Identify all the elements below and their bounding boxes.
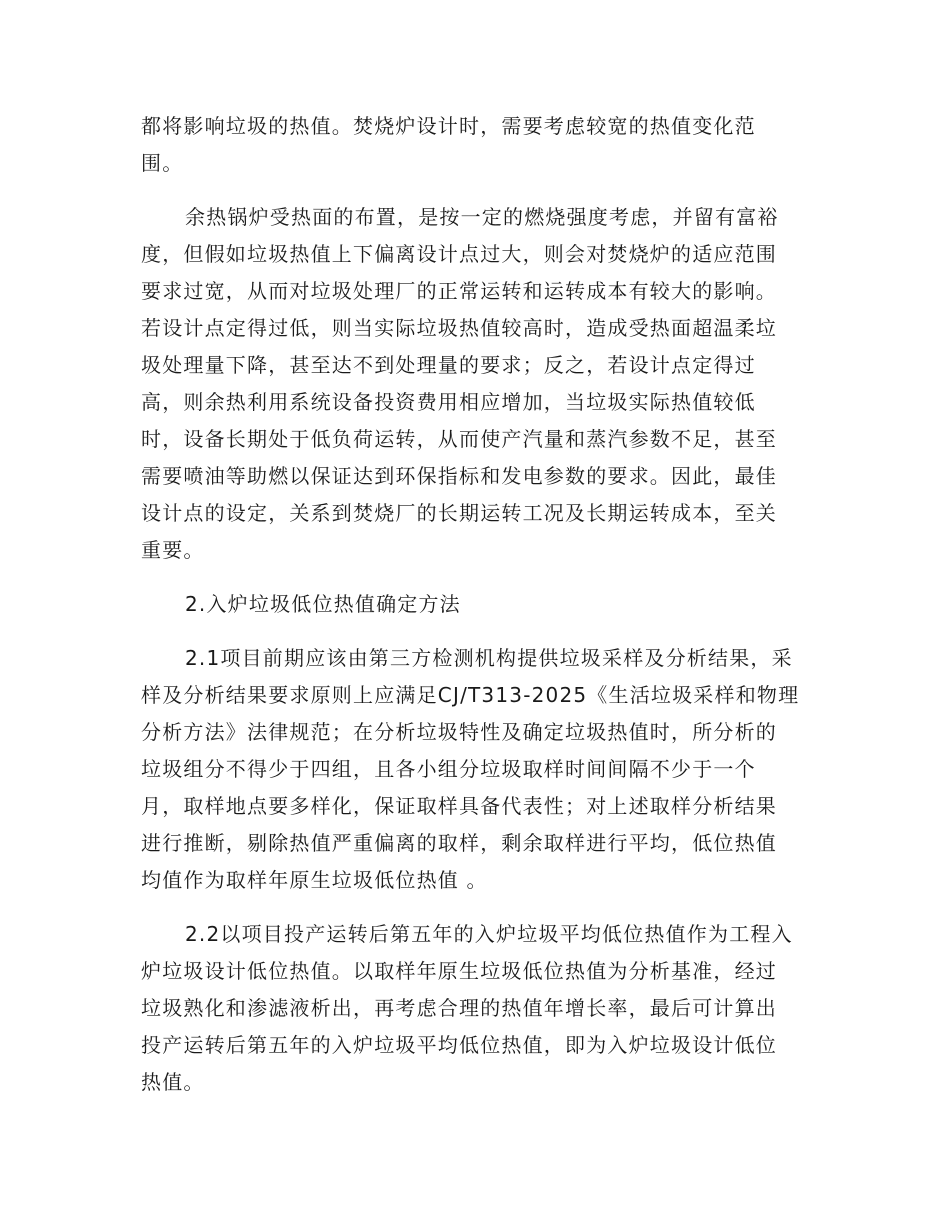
text-line: 分析方法》法律规范；在分析垃圾特性及确定垃圾热值时，所分析的 bbox=[141, 720, 777, 744]
text-line: 进行推断，剔除热值严重偏离的取样，剩余取样进行平均，低位热值 bbox=[141, 831, 777, 855]
text-line: 度，但假如垃圾热值上下偏离设计点过大，则会对焚烧炉的适应范围 bbox=[141, 242, 777, 266]
text-line: 样及分析结果要求原则上应满足CJ/T313-2025《生活垃圾采样和物理 bbox=[141, 683, 800, 707]
text-line: 需要喷油等助燃以保证达到环保指标和发电参数的要求。因此，最佳 bbox=[141, 464, 777, 488]
text-line: 高，则余热利用系统设备投资费用相应增加，当垃圾实际热值较低 bbox=[141, 390, 756, 414]
text-line: 围。 bbox=[141, 151, 184, 175]
text-line: 投产运转后第五年的入炉垃圾平均低位热值，即为入炉垃圾设计低位 bbox=[141, 1033, 777, 1057]
text-line: 垃圾组分不得少于四组，且各小组分垃圾取样时间间隔不少于一个 bbox=[141, 757, 756, 781]
text-line: 设计点的设定，关系到焚烧厂的长期运转工况及长期运转成本，至关 bbox=[141, 501, 777, 525]
text-line: 要求过宽，从而对垃圾处理厂的正常运转和运转成本有较大的影响。 bbox=[141, 279, 777, 303]
text-line: 余热锅炉受热面的布置，是按一定的燃烧强度考虑，并留有富裕 bbox=[185, 205, 779, 229]
text-line: 2.2以项目投产运转后第五年的入炉垃圾平均低位热值作为工程入 bbox=[185, 922, 793, 946]
text-line: 若设计点定得过低，则当实际垃圾热值较高时，造成受热面超温柔垃 bbox=[141, 316, 777, 340]
text-line: 2.1项目前期应该由第三方检测机构提供垃圾采样及分析结果，采 bbox=[185, 646, 793, 670]
text-line: 都将影响垃圾的热值。焚烧炉设计时，需要考虑较宽的热值变化范 bbox=[141, 114, 756, 138]
section-heading: 2.入炉垃圾低位热值确定方法 bbox=[185, 592, 461, 616]
text-line: 月，取样地点要多样化，保证取样具备代表性；对上述取样分析结果 bbox=[141, 794, 777, 818]
text-line: 时，设备长期处于低负荷运转，从而使产汽量和蒸汽参数不足，甚至 bbox=[141, 427, 777, 451]
text-line: 热值。 bbox=[141, 1070, 205, 1094]
text-line: 均值作为取样年原生垃圾低位热值 。 bbox=[141, 868, 488, 892]
text-line: 垃圾熟化和渗滤液析出，再考虑合理的热值年增长率，最后可计算出 bbox=[141, 996, 777, 1020]
text-line: 重要。 bbox=[141, 538, 205, 562]
text-line: 圾处理量下降，甚至达不到处理量的要求；反之，若设计点定得过 bbox=[141, 353, 756, 377]
text-line: 炉垃圾设计低位热值。以取样年原生垃圾低位热值为分析基准，经过 bbox=[141, 959, 777, 983]
